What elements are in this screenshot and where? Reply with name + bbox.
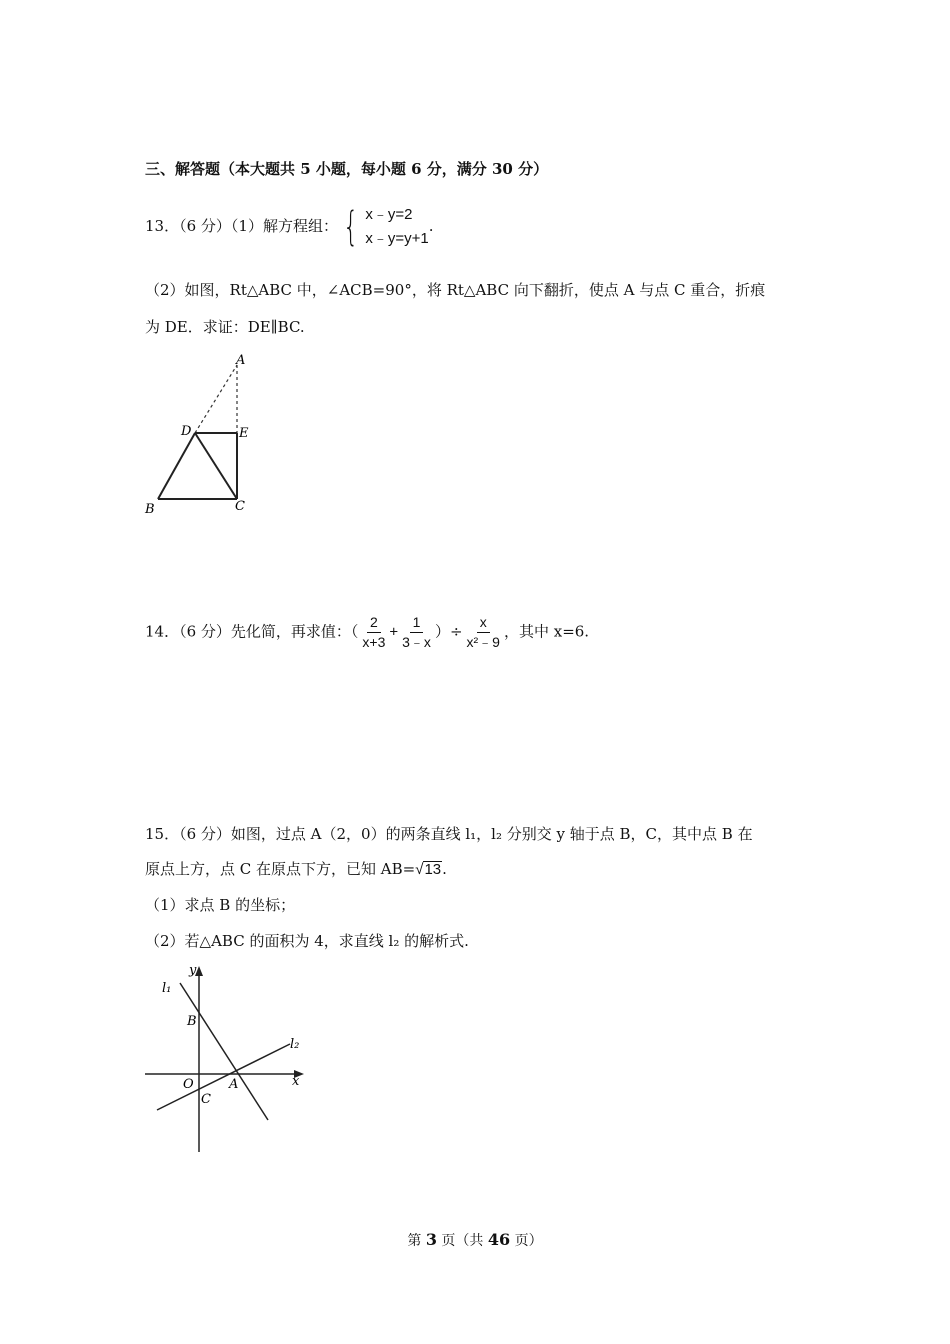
fraction-2-denominator: 3﹣x bbox=[402, 634, 431, 650]
fraction-3-denominator: x²﹣9 bbox=[466, 634, 500, 650]
q14-mid: ）÷ bbox=[434, 622, 463, 641]
footer-pre: 第 bbox=[407, 1233, 426, 1249]
q14-prefix: 14．（6 分）先化简，再求值：（ bbox=[145, 622, 359, 641]
q15-part1: （1）求点 B 的坐标； bbox=[145, 896, 296, 914]
fraction-1-denominator: x+3 bbox=[362, 634, 386, 650]
brace-icon: { bbox=[343, 204, 359, 250]
radical-icon: √ bbox=[415, 861, 424, 878]
page-total: 46 bbox=[487, 1230, 511, 1249]
footer-mid: 页（共 bbox=[436, 1233, 488, 1249]
fraction-2-numerator: 1 bbox=[410, 614, 424, 633]
fold-line-da bbox=[195, 365, 237, 433]
label-b: B bbox=[187, 1014, 197, 1029]
label-c: C bbox=[235, 499, 245, 514]
label-l2: l₂ bbox=[290, 1037, 300, 1052]
coordinate-figure bbox=[140, 960, 320, 1160]
q15-part2: （2）若△ABC 的面积为 4，求直线 l₂ 的解析式. bbox=[145, 932, 469, 950]
page-footer bbox=[0, 1230, 950, 1250]
label-x: x bbox=[292, 1074, 300, 1089]
sqrt-13 bbox=[415, 861, 442, 878]
fraction-2 bbox=[399, 614, 434, 651]
q14-suffix: ，其中 x=6. bbox=[503, 622, 590, 641]
label-a: A bbox=[236, 353, 246, 368]
q13-part2-line2: 为 DE．求证：DE∥BC. bbox=[145, 318, 305, 336]
section-heading: 三、解答题（本大题共 5 小题，每小题 6 分，满分 30 分） bbox=[145, 160, 549, 178]
label-o: O bbox=[183, 1077, 194, 1092]
fraction-3 bbox=[464, 614, 503, 651]
line-l1 bbox=[180, 983, 268, 1120]
footer-post: 页） bbox=[510, 1233, 543, 1249]
question-13-part1 bbox=[145, 203, 434, 251]
question-14 bbox=[145, 614, 589, 651]
label-b: B bbox=[145, 502, 155, 517]
q13-prefix: 13．（6 分）（1）解方程组： bbox=[145, 217, 338, 235]
plus-sign: + bbox=[389, 623, 399, 641]
equation-system bbox=[338, 203, 429, 251]
fraction-1-numerator: 2 bbox=[367, 614, 381, 633]
label-e: E bbox=[239, 426, 249, 441]
q15-line2-suffix: . bbox=[442, 860, 447, 878]
label-d: D bbox=[181, 424, 192, 439]
fraction-3-numerator: x bbox=[477, 614, 490, 633]
equation-2: x﹣y=y+1 bbox=[365, 230, 429, 247]
segment-db bbox=[158, 433, 195, 499]
q13-suffix: . bbox=[428, 217, 434, 235]
equation-1: x﹣y=2 bbox=[365, 206, 413, 223]
triangle-figure bbox=[140, 350, 260, 520]
q15-line2 bbox=[145, 858, 447, 879]
fraction-1 bbox=[359, 614, 388, 651]
q13-part2-line1: （2）如图，Rt△ABC 中，∠ACB=90°，将 Rt△ABC 向下翻折，使点 A 与点 C 重合，折痕 bbox=[145, 281, 766, 299]
page-number: 3 bbox=[425, 1230, 437, 1249]
radicand: 13 bbox=[424, 861, 442, 878]
label-y: y bbox=[189, 963, 197, 978]
segment-dc bbox=[195, 433, 237, 499]
label-c: C bbox=[201, 1092, 211, 1107]
q15-line2-prefix: 原点上方，点 C 在原点下方，已知 AB= bbox=[145, 860, 416, 878]
line-l2 bbox=[157, 1044, 290, 1110]
q15-line1: 15．（6 分）如图，过点 A（2，0）的两条直线 l₁，l₂ 分别交 y 轴于点 B，C，其中点 B 在 bbox=[145, 825, 753, 843]
label-a: A bbox=[229, 1077, 239, 1092]
label-l1: l₁ bbox=[162, 981, 172, 996]
